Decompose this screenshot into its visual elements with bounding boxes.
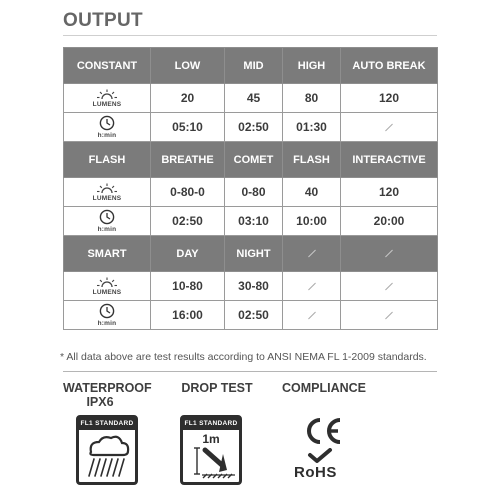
drop-test-title: DROP TEST xyxy=(181,381,253,395)
runtime-value: 02:50 xyxy=(225,113,283,142)
lumens-value: 30-80 xyxy=(225,272,283,301)
lumens-value: 80 xyxy=(283,84,341,113)
runtime-label-cell xyxy=(64,207,151,236)
mode-header: NIGHT xyxy=(225,236,283,272)
section-header-row xyxy=(64,236,438,272)
section-name: CONSTANT xyxy=(64,48,151,84)
drop-test-cert xyxy=(172,381,262,395)
clock-icon xyxy=(99,303,115,319)
mode-header-empty xyxy=(341,236,438,272)
waterproof-badge xyxy=(76,415,138,485)
lumens-value: 45 xyxy=(225,84,283,113)
runtime-value: 01:30 xyxy=(283,113,341,142)
section-name: FLASH xyxy=(64,142,151,178)
lumens-label-cell xyxy=(64,178,151,207)
drop-height-label: 1m xyxy=(202,432,220,446)
drop-test-icon xyxy=(183,430,239,482)
mode-header: INTERACTIVE xyxy=(341,142,438,178)
not-applicable-mark xyxy=(308,250,316,258)
not-applicable-mark xyxy=(385,283,393,291)
sun-icon xyxy=(96,277,118,288)
note-divider xyxy=(63,371,437,372)
standards-note: * All data above are test results according to ANSI NEMA FL 1-2009 standards. xyxy=(60,351,427,363)
sun-icon xyxy=(96,183,118,194)
lumens-value: 120 xyxy=(341,84,438,113)
lumens-value: 120 xyxy=(341,178,438,207)
runtime-value: 03:10 xyxy=(225,207,283,236)
runtime-row xyxy=(64,113,438,142)
ce-mark-icon xyxy=(300,416,348,446)
time-caption: h:min xyxy=(97,320,117,327)
mode-header: LOW xyxy=(151,48,225,84)
not-applicable-mark xyxy=(385,312,393,320)
not-applicable-mark xyxy=(308,312,316,320)
waterproof-rating: IPX6 xyxy=(86,395,114,409)
mode-header: HIGH xyxy=(283,48,341,84)
compliance-cert xyxy=(278,381,370,395)
runtime-label-cell xyxy=(64,113,151,142)
runtime-row xyxy=(64,301,438,330)
lumens-row xyxy=(64,272,438,301)
output-table xyxy=(63,47,438,330)
clock-icon xyxy=(99,209,115,225)
drop-test-badge-label: FL1 STANDARD xyxy=(183,418,239,430)
compliance-title: COMPLIANCE xyxy=(281,381,367,395)
runtime-value: 10:00 xyxy=(283,207,341,236)
waterproof-title: WATERPROOF xyxy=(63,381,152,395)
not-applicable-mark xyxy=(385,124,393,132)
runtime-value: 02:50 xyxy=(151,207,225,236)
lumens-row xyxy=(64,178,438,207)
checkmark-icon xyxy=(307,448,333,464)
waterproof-badge-label: FL1 STANDARD xyxy=(79,418,135,430)
section-header-row xyxy=(64,142,438,178)
sun-icon xyxy=(96,89,118,100)
lumens-value: 0-80-0 xyxy=(151,178,225,207)
lumens-value: 40 xyxy=(283,178,341,207)
time-caption: h:min xyxy=(97,132,117,139)
runtime-value: 20:00 xyxy=(341,207,438,236)
runtime-row xyxy=(64,207,438,236)
lumens-value-empty xyxy=(341,272,438,301)
mode-header: AUTO BREAK xyxy=(341,48,438,84)
not-applicable-mark xyxy=(308,283,316,291)
waterproof-cert xyxy=(63,381,152,409)
time-caption: h:min xyxy=(97,226,117,233)
rohs-icon: RoHS xyxy=(294,464,337,481)
lumens-row xyxy=(64,84,438,113)
mode-header-empty xyxy=(283,236,341,272)
lumens-value: 0-80 xyxy=(225,178,283,207)
lumens-value: 10-80 xyxy=(151,272,225,301)
runtime-value-empty xyxy=(283,301,341,330)
lumens-caption: LUMENS xyxy=(92,194,122,202)
runtime-value: 02:50 xyxy=(225,301,283,330)
page-title: OUTPUT xyxy=(63,10,143,31)
title-divider xyxy=(63,35,437,36)
section-name: SMART xyxy=(64,236,151,272)
section-header-row xyxy=(64,48,438,84)
mode-header: BREATHE xyxy=(151,142,225,178)
runtime-value: 16:00 xyxy=(151,301,225,330)
lumens-value-empty xyxy=(283,272,341,301)
lumens-value: 20 xyxy=(151,84,225,113)
runtime-value: 05:10 xyxy=(151,113,225,142)
runtime-value-empty xyxy=(341,301,438,330)
mode-header: DAY xyxy=(151,236,225,272)
runtime-value-empty xyxy=(341,113,438,142)
lumens-label-cell xyxy=(64,272,151,301)
not-applicable-mark xyxy=(385,250,393,258)
rain-cloud-icon xyxy=(79,430,135,482)
mode-header: COMET xyxy=(225,142,283,178)
drop-test-badge xyxy=(180,415,242,485)
lumens-label-cell xyxy=(64,84,151,113)
runtime-label-cell xyxy=(64,301,151,330)
mode-header: MID xyxy=(225,48,283,84)
mode-header: FLASH xyxy=(283,142,341,178)
lumens-caption: LUMENS xyxy=(92,100,122,108)
clock-icon xyxy=(99,115,115,131)
lumens-caption: LUMENS xyxy=(92,288,122,296)
